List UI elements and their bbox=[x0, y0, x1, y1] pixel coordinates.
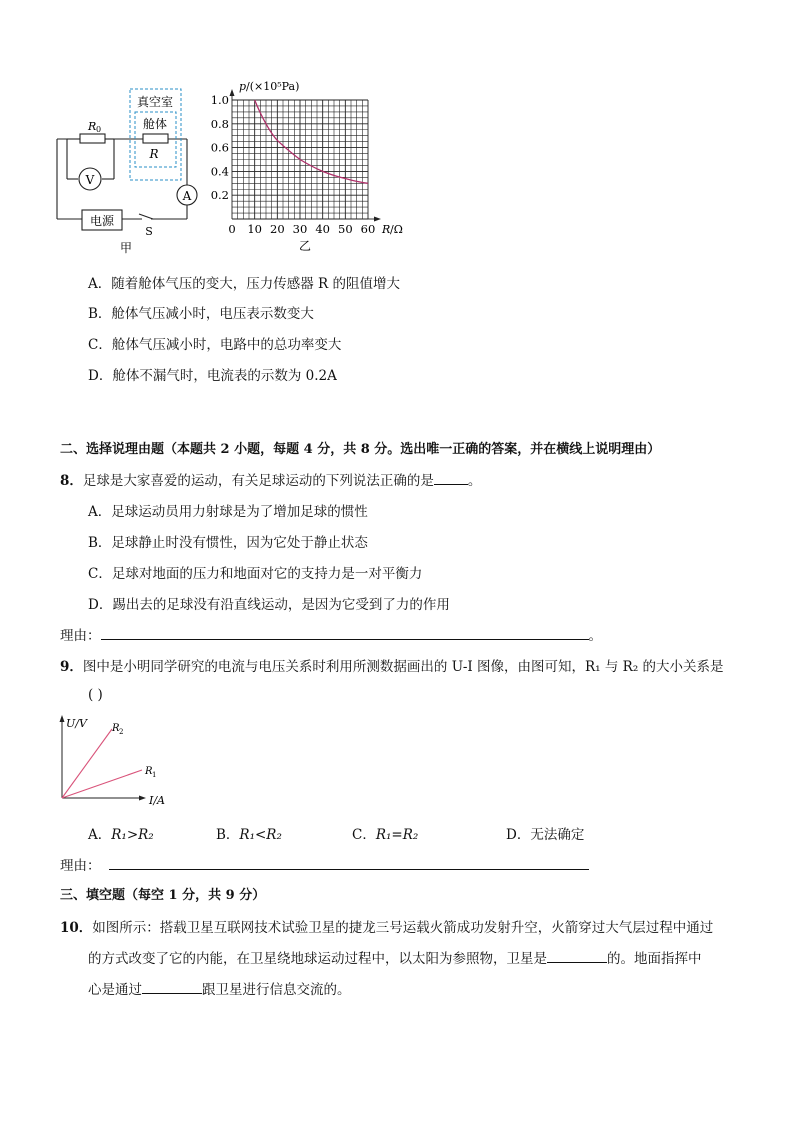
circuit-caption: 甲 bbox=[119, 241, 133, 254]
graph-xlabel-unit: /Ω bbox=[390, 223, 403, 236]
x-tick-label: 60 bbox=[360, 222, 376, 236]
q8-stem: 8．足球是大家喜爱的运动，有关足球运动的下列说法正确的是 。 bbox=[60, 469, 481, 489]
q9-stem: 9．图中是小明同学研究的电流与电压关系时利用所测数据画出的 U-I 图像，由图可知，R₁ 与 R₂ 的大小关系是 bbox=[60, 659, 724, 675]
r1-label: R bbox=[145, 766, 153, 777]
r2-sub: 2 bbox=[119, 728, 124, 736]
q7-option-b: B．舱体气压减小时，电压表示数变大 bbox=[88, 306, 314, 322]
circuit-diagram bbox=[50, 84, 210, 254]
q9-option-c: C．R₁=R₂ bbox=[352, 827, 419, 843]
pressure-resistance-graph bbox=[206, 78, 416, 258]
r-label: R bbox=[149, 147, 159, 161]
q9-reason-blank[interactable] bbox=[109, 855, 589, 870]
y-tick-label: 0.6 bbox=[210, 140, 229, 155]
switch-label: S bbox=[145, 225, 153, 238]
ui-xlabel: I/A bbox=[149, 794, 165, 807]
source-label: 电源 bbox=[89, 214, 115, 228]
q10-blank-3[interactable] bbox=[142, 979, 202, 994]
q10-line3: 心是通过 跟卫星进行信息交流的。 bbox=[88, 978, 351, 998]
y-tick-label: 0.4 bbox=[210, 164, 229, 179]
r2-line bbox=[62, 729, 112, 798]
q9-option-a: A．R₁>R₂ bbox=[88, 827, 154, 843]
q9-reason: 理由： bbox=[60, 854, 589, 874]
q10-line1: 10．如图所示：搭载卫星互联网技术试验卫星的捷龙三号运载火箭成功发射升空，火箭穿过大气层过程中通过 bbox=[60, 920, 714, 936]
q9-option-d: D．无法确定 bbox=[506, 827, 585, 843]
section2-title: 二、选择说理由题（本题共 2 小题，每题 4 分，共 8 分。选出唯一正确的答案，并在横线上说明理由） bbox=[60, 442, 661, 457]
voltmeter-label: V bbox=[85, 173, 95, 187]
q8-reason-blank[interactable] bbox=[101, 625, 589, 640]
x-axis-arrow bbox=[374, 217, 381, 222]
x-tick-label: 10 bbox=[247, 222, 262, 236]
q9-paren: ( ) bbox=[88, 687, 103, 703]
q8-answer-blank[interactable] bbox=[434, 470, 468, 485]
x-tick-label: 0 bbox=[228, 222, 236, 236]
x-tick-label: 40 bbox=[315, 222, 330, 236]
graph-ylabel-p: p bbox=[239, 80, 247, 93]
q8-option-c: C．足球对地面的压力和地面对它的支持力是一对平衡力 bbox=[88, 566, 423, 582]
q8-option-b: B．足球静止时没有惯性，因为它处于静止状态 bbox=[88, 535, 368, 551]
y-tick-label: 0.2 bbox=[210, 188, 229, 203]
r1-line bbox=[62, 770, 142, 798]
r2-label: R bbox=[112, 723, 120, 734]
y-tick-label: 0.8 bbox=[210, 116, 229, 131]
section3-title: 三、填空题（每空 1 分，共 9 分） bbox=[60, 888, 266, 903]
r1-sub: 1 bbox=[152, 771, 157, 779]
q7-option-a: A．随着舱体气压的变大，压力传感器 R 的阻值增大 bbox=[88, 276, 400, 292]
x-tick-label: 20 bbox=[270, 222, 285, 236]
r0-sub: 0 bbox=[96, 125, 102, 134]
cabin-label: 舱体 bbox=[142, 117, 168, 131]
q7-option-d: D．舱体不漏气时，电流表的示数为 0.2A bbox=[88, 368, 337, 384]
vacuum-label: 真空室 bbox=[136, 95, 174, 109]
q8-reason: 理由： 。 bbox=[60, 624, 602, 644]
q7-option-c: C．舱体气压减小时，电路中的总功率变大 bbox=[88, 337, 342, 353]
q9-option-b: B．R₁<R₂ bbox=[216, 827, 282, 843]
ammeter-label: A bbox=[182, 189, 192, 203]
graph-ylabel-unit: /(×10⁵Pa) bbox=[246, 80, 300, 93]
graph-xlabel-r: R bbox=[382, 223, 391, 236]
graph-caption: 乙 bbox=[298, 239, 312, 253]
r0-label: R bbox=[88, 120, 97, 133]
y-axis-arrow bbox=[230, 89, 235, 96]
q10-line2: 的方式改变了它的内能，在卫星绕地球运动过程中，以太阳为参照物，卫星是 的。地面指挥中 bbox=[88, 947, 702, 967]
q10-blank-2[interactable] bbox=[547, 948, 607, 963]
x-tick-label: 30 bbox=[292, 222, 308, 236]
y-tick-label: 1.0 bbox=[210, 93, 229, 107]
q8-option-a: A．足球运动员用力射球是为了增加足球的惯性 bbox=[88, 504, 368, 520]
x-tick-label: 50 bbox=[338, 222, 353, 236]
q8-option-d: D．踢出去的足球没有沿直线运动，是因为它受到了力的作用 bbox=[88, 597, 450, 613]
ui-graph bbox=[58, 712, 178, 812]
ui-ylabel: U/V bbox=[66, 717, 87, 730]
